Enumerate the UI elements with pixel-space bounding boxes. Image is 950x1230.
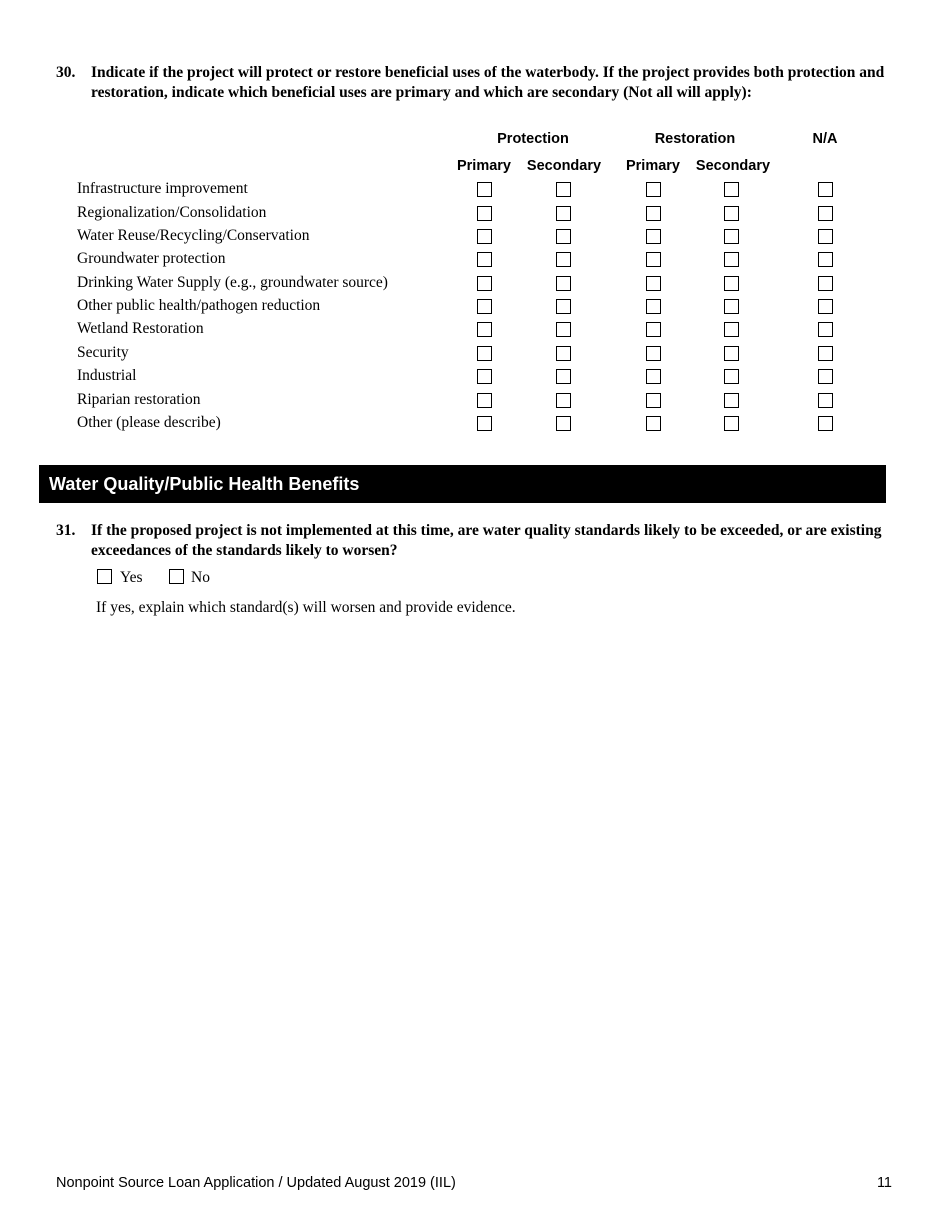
protection-primary-checkbox[interactable] bbox=[477, 182, 492, 197]
explanation-note: If yes, explain which standard(s) will worsen and provide evidence. bbox=[96, 599, 516, 616]
row-label: Other (please describe) bbox=[77, 414, 221, 431]
restoration-secondary-checkbox[interactable] bbox=[724, 252, 739, 267]
protection-primary-checkbox[interactable] bbox=[477, 393, 492, 408]
restoration-secondary-checkbox[interactable] bbox=[724, 322, 739, 337]
footer-title: Nonpoint Source Loan Application / Updated August 2019 (IIL) bbox=[56, 1175, 456, 1191]
protection-secondary-checkbox[interactable] bbox=[556, 416, 571, 431]
na-checkbox[interactable] bbox=[818, 229, 833, 244]
restoration-primary-checkbox[interactable] bbox=[646, 299, 661, 314]
restoration-primary-checkbox[interactable] bbox=[646, 252, 661, 267]
protection-primary-checkbox[interactable] bbox=[477, 322, 492, 337]
no-label: No bbox=[191, 569, 210, 586]
restoration-secondary-checkbox[interactable] bbox=[724, 369, 739, 384]
na-checkbox[interactable] bbox=[818, 393, 833, 408]
restoration-primary-checkbox[interactable] bbox=[646, 393, 661, 408]
protection-secondary-checkbox[interactable] bbox=[556, 393, 571, 408]
header-na: N/A bbox=[812, 131, 838, 147]
question-30 bbox=[56, 63, 886, 103]
na-checkbox[interactable] bbox=[818, 206, 833, 221]
protection-secondary-checkbox[interactable] bbox=[556, 229, 571, 244]
na-checkbox[interactable] bbox=[818, 369, 833, 384]
row-label: Riparian restoration bbox=[77, 391, 201, 408]
restoration-secondary-checkbox[interactable] bbox=[724, 229, 739, 244]
protection-primary-checkbox[interactable] bbox=[477, 369, 492, 384]
na-checkbox[interactable] bbox=[818, 416, 833, 431]
protection-secondary-checkbox[interactable] bbox=[556, 252, 571, 267]
header-protection-secondary: Secondary bbox=[526, 158, 602, 174]
protection-secondary-checkbox[interactable] bbox=[556, 346, 571, 361]
row-label: Groundwater protection bbox=[77, 250, 226, 267]
restoration-secondary-checkbox[interactable] bbox=[724, 299, 739, 314]
restoration-primary-checkbox[interactable] bbox=[646, 322, 661, 337]
row-label: Regionalization/Consolidation bbox=[77, 204, 267, 221]
na-checkbox[interactable] bbox=[818, 182, 833, 197]
protection-primary-checkbox[interactable] bbox=[477, 229, 492, 244]
protection-secondary-checkbox[interactable] bbox=[556, 299, 571, 314]
protection-primary-checkbox[interactable] bbox=[477, 276, 492, 291]
row-label: Industrial bbox=[77, 367, 137, 384]
restoration-secondary-checkbox[interactable] bbox=[724, 393, 739, 408]
protection-primary-checkbox[interactable] bbox=[477, 252, 492, 267]
question-text: Indicate if the project will protect or restore beneficial uses of the waterbody. If the project provides both protection and restoration, indicate which beneficial uses are primary and which are secondary (Not all will apply): bbox=[91, 64, 885, 101]
protection-secondary-checkbox[interactable] bbox=[556, 182, 571, 197]
yes-label: Yes bbox=[120, 569, 143, 586]
header-restoration: Restoration bbox=[654, 131, 736, 147]
no-checkbox[interactable] bbox=[169, 569, 184, 584]
row-label: Infrastructure improvement bbox=[77, 180, 248, 197]
na-checkbox[interactable] bbox=[818, 346, 833, 361]
header-protection-primary: Primary bbox=[456, 158, 511, 174]
row-label: Water Reuse/Recycling/Conservation bbox=[77, 227, 310, 244]
section-title: Water Quality/Public Health Benefits bbox=[49, 474, 360, 494]
restoration-primary-checkbox[interactable] bbox=[646, 182, 661, 197]
na-checkbox[interactable] bbox=[818, 299, 833, 314]
restoration-secondary-checkbox[interactable] bbox=[724, 182, 739, 197]
protection-primary-checkbox[interactable] bbox=[477, 346, 492, 361]
restoration-secondary-checkbox[interactable] bbox=[724, 206, 739, 221]
header-protection: Protection bbox=[497, 131, 569, 147]
row-label: Security bbox=[77, 344, 129, 361]
restoration-primary-checkbox[interactable] bbox=[646, 229, 661, 244]
restoration-secondary-checkbox[interactable] bbox=[724, 346, 739, 361]
restoration-secondary-checkbox[interactable] bbox=[724, 416, 739, 431]
protection-secondary-checkbox[interactable] bbox=[556, 276, 571, 291]
restoration-primary-checkbox[interactable] bbox=[646, 206, 661, 221]
na-checkbox[interactable] bbox=[818, 276, 833, 291]
header-restoration-primary: Primary bbox=[625, 158, 680, 174]
section-header bbox=[39, 465, 886, 503]
protection-primary-checkbox[interactable] bbox=[477, 299, 492, 314]
protection-secondary-checkbox[interactable] bbox=[556, 206, 571, 221]
restoration-primary-checkbox[interactable] bbox=[646, 346, 661, 361]
question-31 bbox=[56, 521, 886, 561]
protection-primary-checkbox[interactable] bbox=[477, 416, 492, 431]
na-checkbox[interactable] bbox=[818, 322, 833, 337]
protection-secondary-checkbox[interactable] bbox=[556, 322, 571, 337]
question-text: If the proposed project is not implemented at this time, are water quality standards likely to be exceeded, or are existing exceedances of the standards likely to worsen? bbox=[91, 522, 882, 559]
protection-secondary-checkbox[interactable] bbox=[556, 369, 571, 384]
row-label: Wetland Restoration bbox=[77, 320, 204, 337]
yes-checkbox[interactable] bbox=[97, 569, 112, 584]
restoration-primary-checkbox[interactable] bbox=[646, 416, 661, 431]
row-label: Other public health/pathogen reduction bbox=[77, 297, 321, 314]
question-number: 30. bbox=[56, 64, 76, 81]
page-number: 11 bbox=[876, 1175, 892, 1191]
question-number: 31. bbox=[56, 522, 76, 539]
header-restoration-secondary: Secondary bbox=[695, 158, 771, 174]
restoration-primary-checkbox[interactable] bbox=[646, 276, 661, 291]
na-checkbox[interactable] bbox=[818, 252, 833, 267]
restoration-primary-checkbox[interactable] bbox=[646, 369, 661, 384]
restoration-secondary-checkbox[interactable] bbox=[724, 276, 739, 291]
protection-primary-checkbox[interactable] bbox=[477, 206, 492, 221]
row-label: Drinking Water Supply (e.g., groundwater source) bbox=[77, 274, 388, 291]
